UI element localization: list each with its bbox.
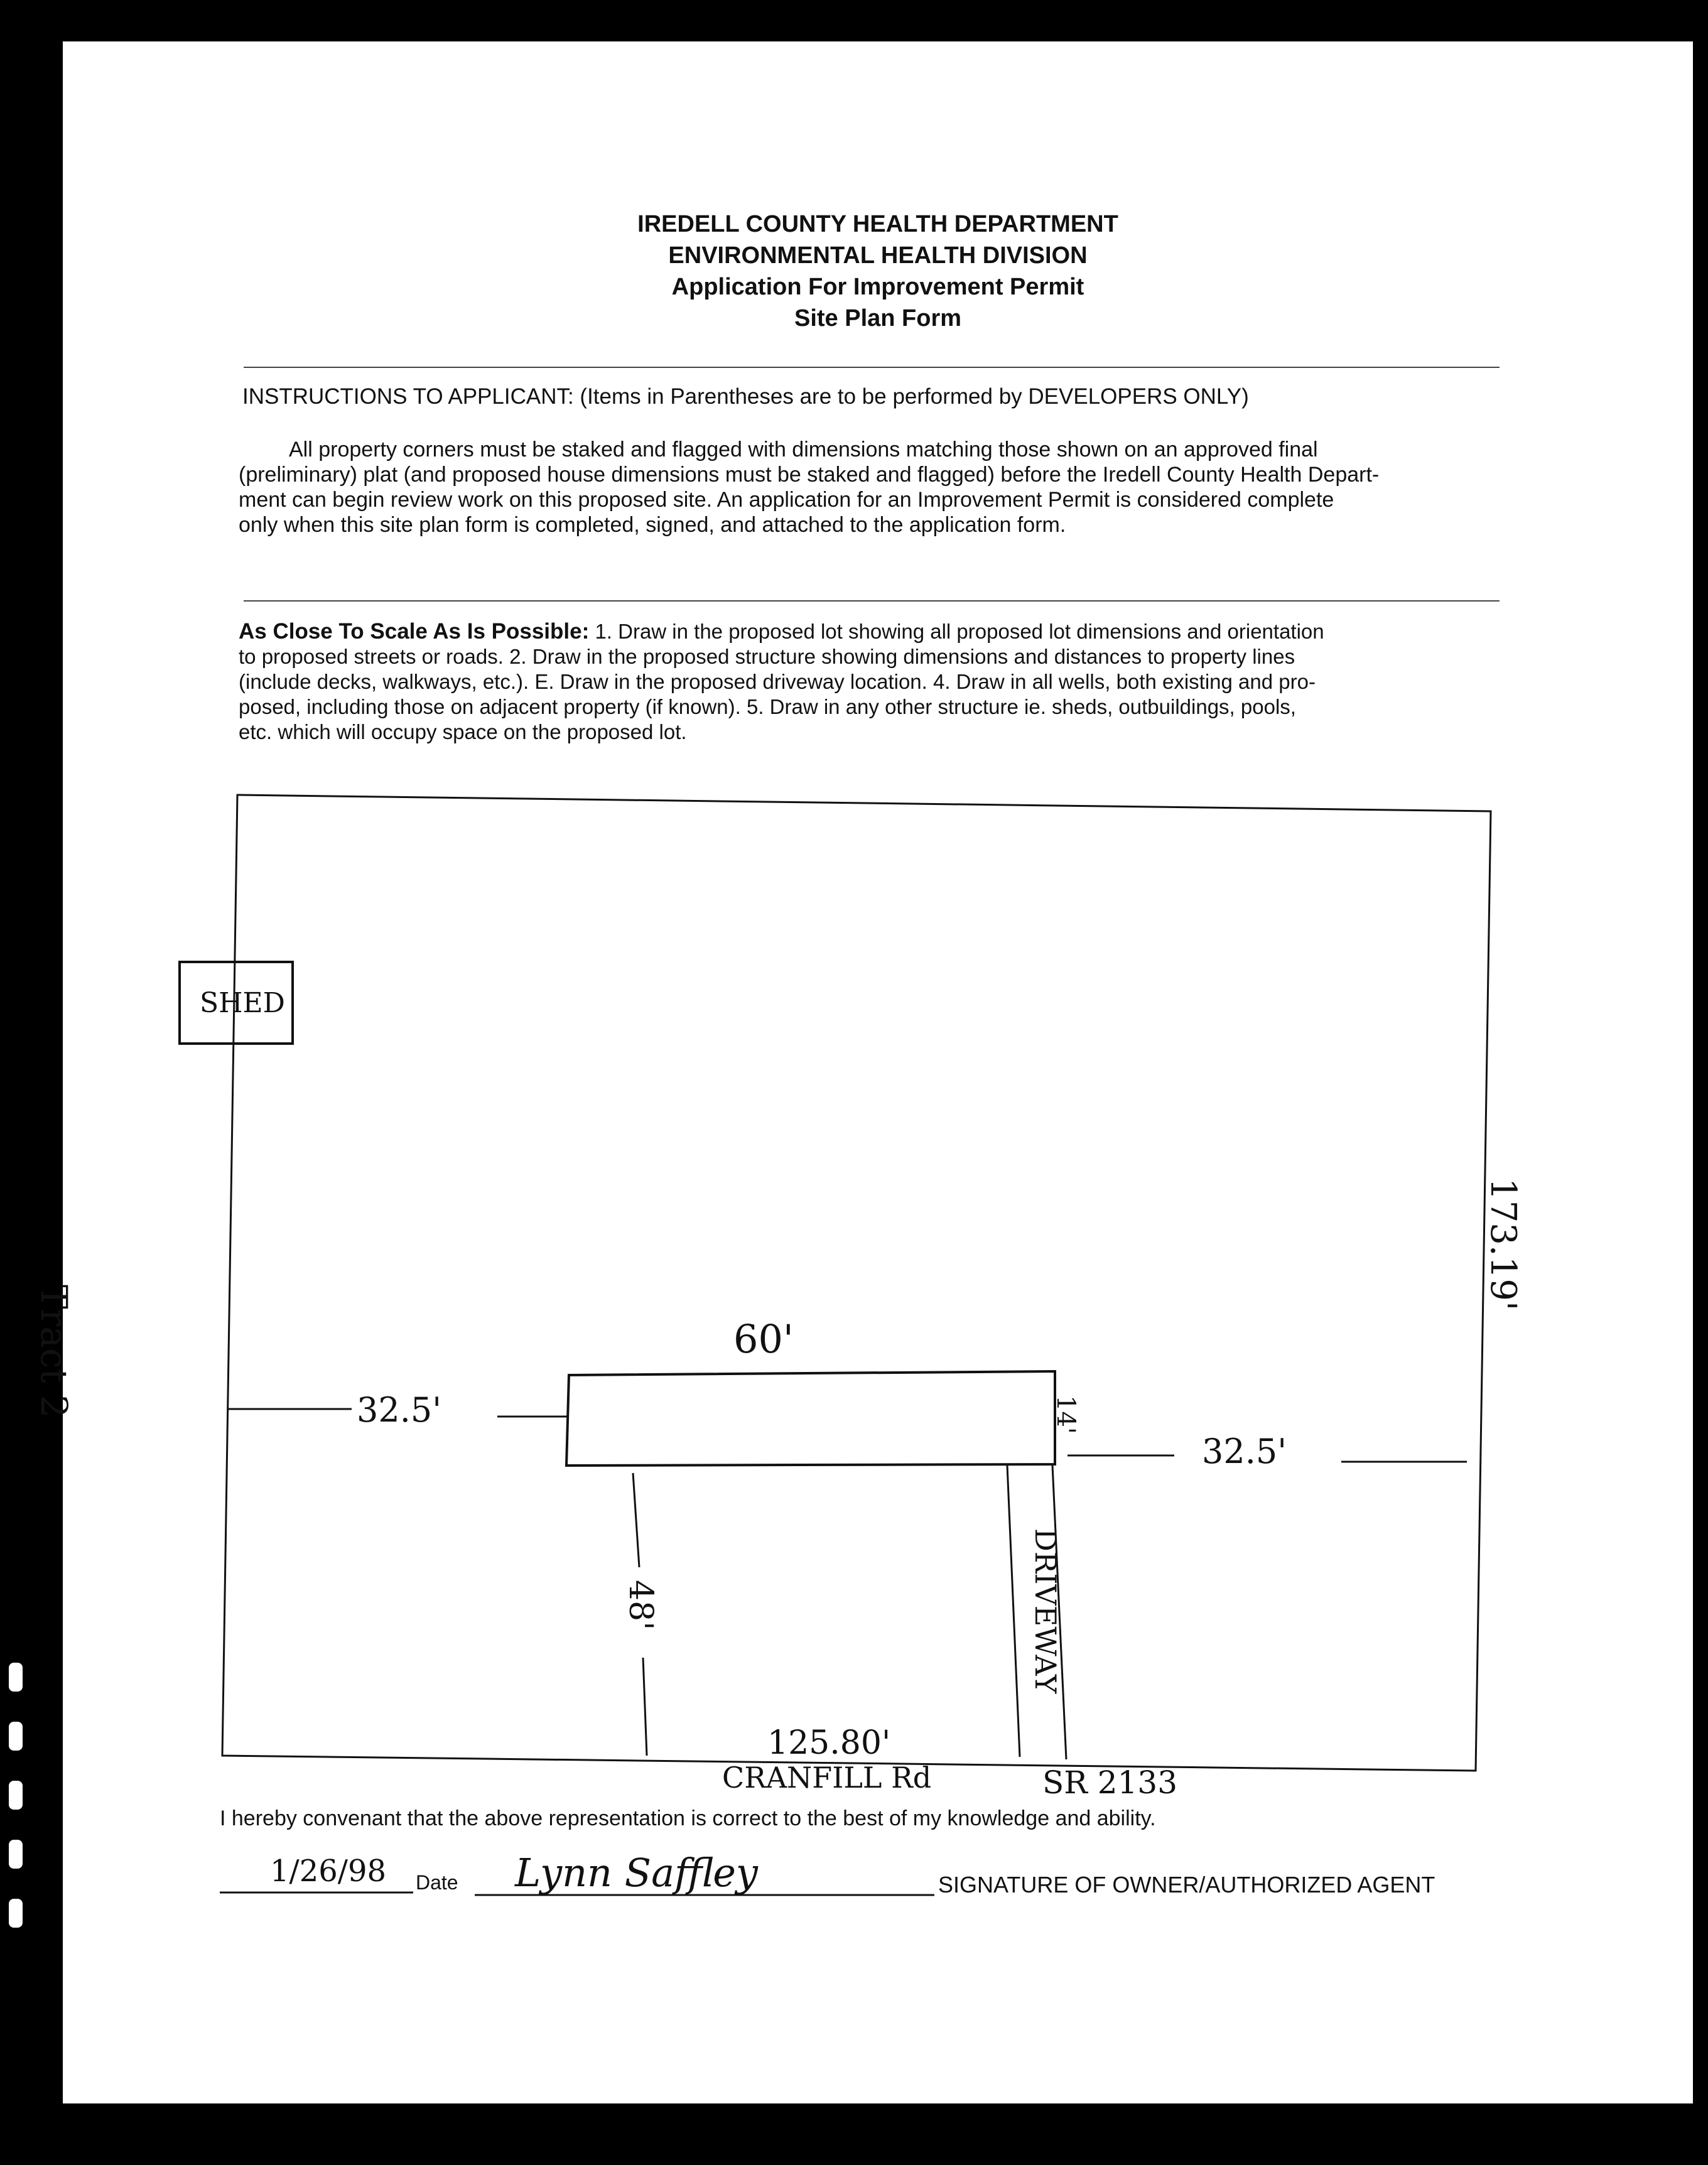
application-title: Application For Improvement Permit bbox=[671, 274, 1084, 300]
road-number-label: SR 2133 bbox=[1042, 1764, 1178, 1801]
signature-label: SIGNATURE OF OWNER/AUTHORIZED AGENT bbox=[938, 1872, 1435, 1898]
scan-edge-marks bbox=[0, 1633, 38, 1928]
scale-instructions: As Close To Scale As Is Possible: 1. Draw in the proposed lot showing all proposed lot dimensions and orientation to proposed streets or roads. 2. Draw in the proposed structure showing dimensions and distances to property lines (include decks, walkways, etc.). E. Draw in the proposed driveway location. 4. Draw in all wells, both existing and pro- posed, including those on adjacent property (if known). 5. Draw in any other structure ie. sheds, outbuildings, pools, etc. which will occupy space on the proposed lot. bbox=[239, 619, 1324, 743]
house-width-label: 60' bbox=[733, 1316, 794, 1362]
department-title: IREDELL COUNTY HEALTH DEPARTMENT bbox=[637, 211, 1118, 237]
house-depth-label: 14' bbox=[1051, 1395, 1080, 1434]
lot-boundary bbox=[222, 795, 1491, 1771]
right-setback-label: 32.5' bbox=[1202, 1432, 1287, 1471]
driveway-left-edge bbox=[1007, 1466, 1020, 1757]
date-label: Date bbox=[416, 1871, 458, 1894]
shed-label: SHED bbox=[200, 987, 285, 1019]
form-title: Site Plan Form bbox=[794, 305, 962, 332]
tract-label: Tract 2 bbox=[33, 1285, 75, 1418]
signature: Lynn Saffley bbox=[515, 1850, 758, 1896]
frontage-label: 125.80' bbox=[767, 1724, 891, 1762]
date-value: 1/26/98 bbox=[270, 1854, 387, 1889]
front-setback-line-b bbox=[643, 1658, 647, 1756]
division-title: ENVIRONMENTAL HEALTH DIVISION bbox=[668, 242, 1088, 269]
driveway-label: DRIVEWAY bbox=[1029, 1528, 1062, 1694]
road-name-label: CRANFILL Rd bbox=[722, 1761, 932, 1795]
side-length-label: 173.19' bbox=[1483, 1178, 1523, 1311]
front-setback-line-a bbox=[633, 1473, 639, 1567]
document-page bbox=[33, 41, 1693, 2103]
front-setback-label: 48' bbox=[622, 1580, 659, 1631]
certification-statement: I hereby convenant that the above representation is correct to the best of my knowledge and ability. bbox=[220, 1806, 1156, 1830]
left-setback-label: 32.5' bbox=[357, 1390, 442, 1430]
instructions-body: All property corners must be staked and flagged with dimensions matching those shown on an approved final (preliminary) plat (and proposed house dimensions must be staked and flagged) before the Iredell County Health Depart- ment can begin review work on this proposed site. An application for an Improvement Permit is considered complete only when this site plan form is completed, signed, and attached to the application form. bbox=[239, 438, 1380, 537]
house-outline bbox=[566, 1371, 1055, 1466]
instructions-title: INSTRUCTIONS TO APPLICANT: (Items in Parentheses are to be performed by DEVELOPERS ONLY) bbox=[242, 384, 1249, 409]
